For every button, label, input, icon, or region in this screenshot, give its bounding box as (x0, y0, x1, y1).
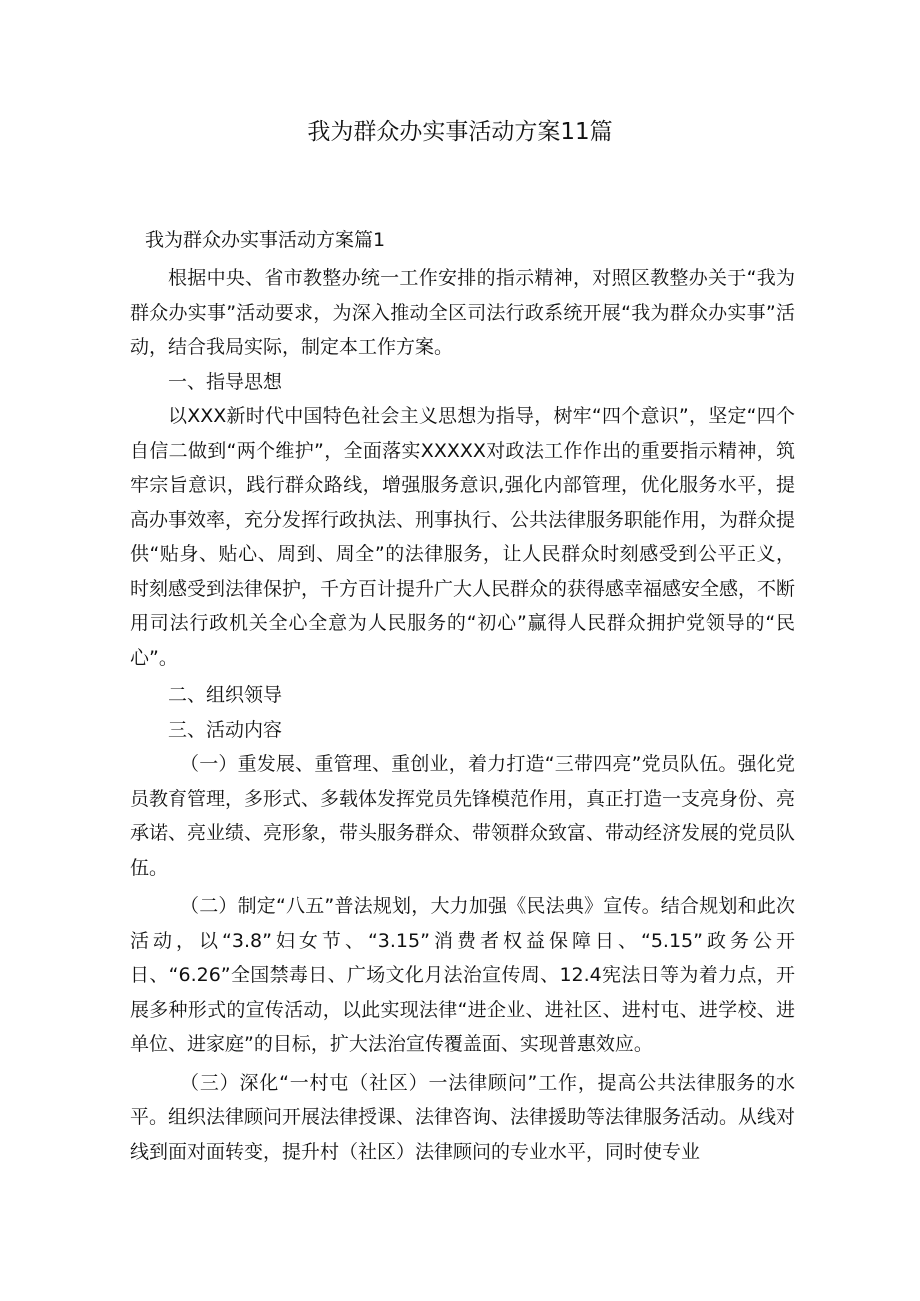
activity-item-2: （二）制定“八五”普法规划，大力加强《民法典》宣传。结合规划和此次活动，以“3.8”妇女节、“3.15”消费者权益保障日、“5.15”政务公开日、“6.26”全国禁毒日、广场文化月法治宣传周、12.4宪法日等为着力点，开展多种形式的宣传活动，以此实现法律“进企业、进社区、进村屯、进学校、进单位、进家庭”的目标，扩大法治宣传覆盖面、实现普惠效应。 (130, 895, 795, 1055)
document-body (130, 225, 795, 1169)
heading-guiding-thought: 一、指导思想 (168, 370, 283, 393)
guiding-thought-paragraph: 以XXX新时代中国特色社会主义思想为指导，树牢“四个意识”，坚定“四个自信二做到“两个维护”，全面落实XXXXX对政法工作作出的重要指示精神，筑牢宗旨意识，践行群众路线，增强服务意识,强化内部管理，优化服务水平，提高办事效率，充分发挥行政执法、刑事执行、公共法律服务职能作用，为群众提供“贴身、贴心、周到、周全”的法律服务，让人民群众时刻感受到公平正义，时刻感受到法律保护，千方百计提升广大人民群众的获得感幸福感安全感，不断用司法行政机关全心全意为人民服务的“初心”赢得人民群众拥护党领导的“民心”。 (130, 405, 796, 669)
activity-item-1: （一）重发展、重管理、重创业，着力打造“三带四亮”党员队伍。强化党员教育管理，多形式、多载体发挥党员先锋模范作用，真正打造一支亮身份、亮承诺、亮业绩、亮形象，带头服务群众、带领群众致富、带动经济发展的党员队伍。 (130, 753, 796, 879)
intro-paragraph: 根据中央、省市教整办统一工作安排的指示精神，对照区教整办关于“我为群众办实事”活动要求，为深入推动全区司法行政系统开展“我为群众办实事”活动，结合我局实际，制定本工作方案。 (130, 267, 795, 358)
activity-item-3: （三）深化“一村屯（社区）一法律顾问”工作，提高公共法律服务的水平。组织法律顾问开展法律授课、法律咨询、法律援助等法律服务活动。从线对线到面对面转变，提升村（社区）法律顾问的专业水平，同时使专业 (130, 1071, 796, 1163)
heading-activity-content: 三、活动内容 (168, 718, 283, 741)
section-heading: 我为群众办实事活动方案篇1 (145, 229, 386, 251)
document-title: 我为群众办实事活动方案11篇 (307, 119, 613, 145)
heading-organization: 二、组织领导 (168, 684, 283, 706)
